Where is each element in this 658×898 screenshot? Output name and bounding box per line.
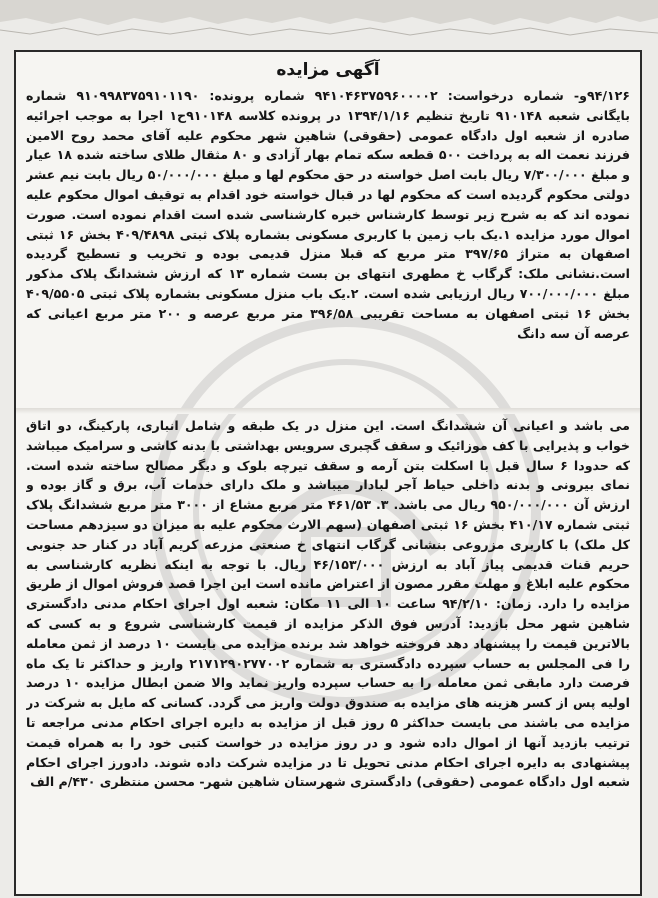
notice-paragraph-bottom: می باشد و اعیانی آن ششدانگ است. این منزل در یک طبقه و شامل انباری، پارکینگ، دو اتاق خواب و پذیرایی با کف موزائیک و سقف گچبری سرویس بهداشتی با بدنه کاشی و سرامیک میباشد که حدودا ۶ سال قبل با اسکلت بتن آرمه و سقف تیرچه بلوک و دیگر مصالح ساخته شده است. نمای بیرونی و بدنه داخلی حیاط آجر لبادار میباشد و ملک دارای خدمات آب، برق و گاز بوده و ارزش آن ۹۵۰/۰۰۰/۰۰۰ ریال می باشد. ۳. ۴۶۱/۵۳ متر مربع مشاع از ۳۰۰۰ متر مربع ششدانگ پلاک ثبتی شماره ۴۱۰/۱۷ بخش ۱۶ ثبتی اصفهان (سهم الارث محکوم علیه به میزان دو سیزدهم مساحت کل ملک) با کاربری مزروعی بنشانی گرگاب انتهای خ صنعتی مزرعه کریم آباد در کنار حد جنوبی حریم قنات قدیمی پیاز آباد به ارزش ۴۶/۱۵۳/۰۰۰ ریال. با توجه به اینکه نظریه کارشناسی به محکوم علیه ابلاغ و مهلت مقرر مصون از اعتراض مانده است این اجرا قصد فروش اموال از طریق مزایده را دارد. زمان: ۹۴/۲/۱۰ ساعت ۱۰ الی ۱۱ مکان: شعبه اول اجرای احکام مدنی دادگستری شاهین شهر محل بازدید: آدرس فوق الذکر مزایده از قیمت کارشناسی شروع و به کسی که بالاترین قیمت را پیشنهاد دهد فروخته خواهد شد برنده مزایده می بایست ۱۰ درصد از ثمن معامله را فی المجلس به حساب سپرده دادگستری به شماره ۲۱۷۱۲۹۰۲۷۷۰۰۲ واریز و حداکثر تا یک ماه فرصت دارد مابقی ثمن معامله را به حساب سپرده واریز نماید والا ضمن ابطال مزایده ۱۰ درصد اولیه پس از کسر هزینه های مزایده به صندوق دولت واریز می گردد. کسانی که مایل به شرکت در مزایده می باشند می بایست حداکثر ۵ روز قبل از مزایده به دایره اجرای احکام مدنی مراجعه تا ترتیب بازدید آنها از اموال داده شود و در روز مزایده در خواست کتبی خود را به همراه قیمت پیشنهادی به دایره اجرای احکام مدنی تحویل تا در مزایده شرکت داده شوند. دادورز اجرای احکام شعبه اول دادگاه عمومی (حقوقی) دادگستری شهرستان شاهین شهر- محسن منتظری ۴۳۰/م الف <box>26 418 630 790</box>
notice-frame <box>14 50 642 896</box>
torn-edge-decoration <box>0 0 658 46</box>
notice-paragraph-top: ۹۴/۱۲۶و- شماره درخواست: ۹۴۱۰۴۶۳۷۵۹۶۰۰۰۰۲ شماره پرونده: ۹۱۰۹۹۸۳۷۵۹۱۰۱۱۹۰ شماره بایگانی شعبه ۹۱۰۱۴۸ تاریخ تنظیم ۱۳۹۴/۱/۱۶ در پرونده کلاسه ۹۱۰۱۴۸ح۱ اجرا به موجب اجرائیه صادره از شعبه اول دادگاه عمومی (حقوقی) شاهین شهر محکوم علیه آقای محمد روح الامین فرزند نعمت اله به پرداخت ۵۰۰ قطعه سکه تمام بهار آزادی و ۸۰ مثقال طلای ساخته شده ۱۸ عیار و مبلغ ۷/۳۰۰/۰۰۰ ریال بابت اصل خواسته در حق محکوم لها و مبلغ ۵۰/۰۰۰/۰۰۰ ریال بابت نیم عشر دولتی محکوم گردیده است که محکوم لها در قبال خواسته خود اقدام به توقیف اموال محکوم علیه نموده اند که به شرح زیر توسط کارشناس خبره کارشناسی شده است اقدام نموده است. صورت اموال مورد مزایده ۱.یک باب زمین با کاربری مسکونی بشماره پلاک ثبتی ۴۰۹/۴۸۹۸ بخش ۱۶ ثبتی اصفهان به متراژ ۳۹۷/۶۵ متر مربع که قبلا منزل قدیمی بوده و تخریب و تسطیح گردیده است.نشانی ملک: گرگاب خ مطهری انتهای بن بست شماره ۱۳ که ارزش ششدانگ پلاک مذکور مبلغ ۷۰۰/۰۰۰/۰۰۰ ریال ارزیابی شده است. ۲.یک باب منزل مسکونی بشماره پلاک ثبتی ۴۰۹/۵۵۰۵ بخش ۱۶ ثبتی اصفهان به مساحت تقریبی ۳۹۶/۵۸ متر مربع عرصه و ۲۰۰ متر مربع اعیانی که عرصه آن سه دانگ <box>26 88 630 341</box>
notice-title: آگهی مزایده <box>276 60 380 80</box>
fold-divider <box>16 408 640 414</box>
